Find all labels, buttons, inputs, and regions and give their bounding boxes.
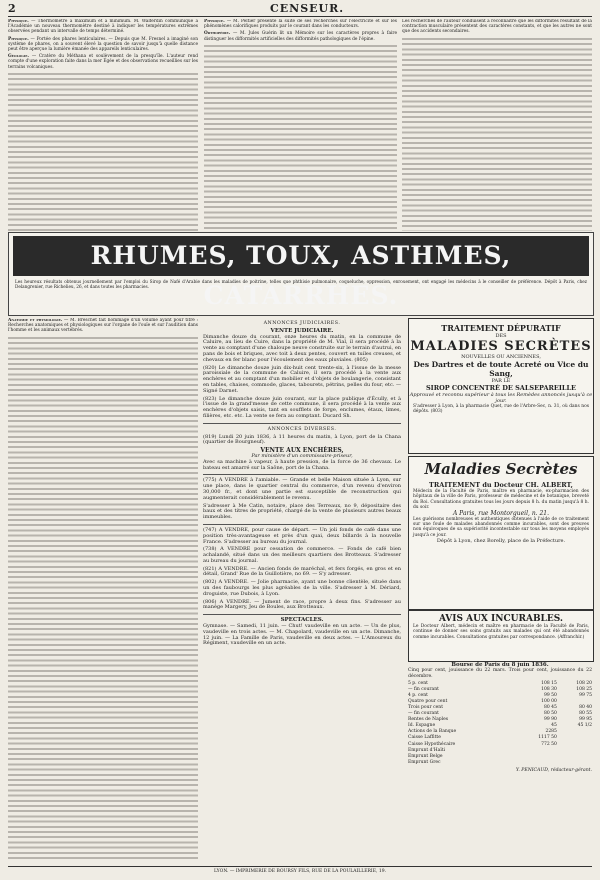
bourse-cell-v2: 108 20: [576, 680, 592, 686]
section-text: — M. Breschet fait hommage d'un volume ayant pour titre : Recherches anatomiques et physiologiques sur l'organe de l'ouïe et sur l'audition dans l'homme et les animaux vertébrés.: [8, 318, 198, 334]
vente-encheres-subtitle: Par ministère d'un commissaire-priseur,: [251, 452, 353, 459]
bourse-cell-label: Actions de la Banque: [408, 729, 457, 735]
bourse-intro: Cinq pour cent, jouissance du 22 mars. Trois pour cent, jouissance du 22 décembre.: [408, 668, 592, 680]
bourse-cell-v1: 80 45: [544, 704, 557, 710]
ad-contact: S'adresser à Lyon, à la pharmacie Quet, rue de l'Arbre-Sec, n. 31, où dans nos dépôts. (803): [413, 404, 589, 415]
bourse-cell-v1: 1117 50: [538, 735, 557, 741]
ad-text: Les guérisons nombreuses et authentiques obtenues à l'aide de ce traitement sur une foule de malades abandonnés comme incurables, sont des preuves non équivoques de sa supériorité incontestable sur tous les moyens employés jusqu'à ce jour.: [413, 516, 589, 538]
bourse-cell-v1: 99 90: [544, 717, 557, 723]
bourse-cell-v1: 100 00: [541, 698, 557, 704]
bourse-row: [408, 760, 592, 766]
ad-line: NOUVELLES OU ANCIENNES,: [461, 354, 541, 360]
article-column-1: [8, 19, 198, 231]
ad-line: Approuvé et reconnu supérieur à tous les Remèdes annoncés jusqu'à ce jour.: [409, 392, 593, 404]
announcement-item: Dimanche douze du courant, onze heures du matin, en la commune de Caluire, au lieu de Cuire, dans la propriété de M. Vial, il sera procédé à la vente au comptant d'une chaloupe neuve construite sur le terrain d'autrui, en pans de bois et briques, avec toit à deux pentes, couvert en tuiles creuses, et chevaux en fer blanc pour l'écoulement des eaux pluviales. (805): [203, 333, 401, 363]
bourse-cell-label: 4 p. cent: [408, 692, 428, 698]
bourse-cell-v1: 772 50: [541, 741, 557, 747]
announcement-item: (821) A VENDRE. — Ancien fonds de maréchal, et fers forgés, en gros et en détail, Grand' Rue de la Guillotière, no 69. — S'y adresser.: [203, 565, 401, 578]
bourse-cell-label: Caisse Laffitte: [408, 735, 441, 741]
page-header: [8, 2, 592, 17]
divider: [203, 474, 401, 475]
announcement-item: (820) Le dimanche douze juin dix-huit cent trente-six, à l'issue de la messe paroissiale de la commune de Caluire, il sera procédé à la vente aux enchères et au comptant d'un mobilier et d'objets de boulangerie, consistant en tables, chaises, commode, glaces, tabourets, pétrins, pelles du four, etc. — Signé Darnet.: [203, 364, 401, 394]
bourse-cell-label: Caisse Hypothécaire: [408, 741, 456, 747]
rhumes-banner-ad: [8, 232, 594, 316]
bourse-cell-label: 5 p. cent: [408, 680, 428, 686]
bourse-cell-v2: [557, 760, 592, 766]
section-title: Géologie.: [8, 54, 30, 60]
vente-encheres-title: VENTE AUX ENCHÈRES,: [260, 447, 344, 455]
section-text: Les recherches de l'auteur conduisent à reconnaître que les difformités résultant de la contraction musculaire présentent des caractères constants, et que les autres ne sont que des accidents secondaires.: [402, 19, 592, 35]
section-text: — Cratère du Méthana et soulèvement de la presqu'île. L'auteur rend compte d'une exploration faite dans la mer Égée et des observations recueillies sur les terrains volcaniques.: [8, 54, 198, 70]
page-number: 2: [8, 2, 16, 15]
announcement-item: (819) Lundi 20 juin 1836, à 11 heures du matin, à Lyon, port de la Chana (quartier de Bourgneuf).: [203, 433, 401, 446]
ad-sub: TRAITEMENT du Docteur CH. ALBERT,: [429, 481, 573, 489]
section-text: — Thermomètre à maximum et à minimum. M. Walferdin communique à l'Académie un nouveau thermomètre destiné à indiquer les températures extrêmes observées pendant un intervalle de temps déterminé.: [8, 19, 198, 35]
article-column-3: [402, 19, 592, 231]
banner-title: RHUMES, TOUX, ASTHMES, CATARRHES.: [13, 236, 589, 276]
section-title: Anatomie et physiologie.: [8, 318, 63, 323]
bourse-cell-v2: 45 1/2: [577, 723, 592, 729]
bourse-cell-v1: 80 50: [544, 711, 557, 717]
bourse-cell-label: Emprunt Belge: [408, 753, 443, 759]
article-column-left-long: [8, 318, 198, 862]
section-text: — M. Peltier présente la suite de ses recherches sur l'électricité et sur les phénomènes calorifiques produits par le courant dans les conducteurs.: [204, 19, 397, 30]
avis-incurables-ad: [408, 610, 594, 662]
bourse-table: [408, 681, 592, 766]
bourse-cell-v2: 99 95: [579, 717, 592, 723]
annonces-judiciaires-heading: ANNONCES JUDICIAIRES.: [263, 321, 341, 326]
banner-text: Les heureux résultats obtenus journellement par l'emploi du Sirop de Nafé d'Arabie dans les maladies de poitrine, telles que phthisie pulmonaire, coqueluche, oppression, enrouement, ont engagé les médecins à le conseiller de préférence. Dépôt à Paris, chez Delangrenier, rue Richelieu, 26, et dans toutes les pharmacies.: [15, 279, 587, 289]
announcement-item: (823) Le dimanche douze juin courant, sur la place publique d'Écully, et à l'issue de la grand'messe de cette commune, il sera procédé à la vente aux enchères d'objets saisis, tant en soufflets de forge, enclumes, étaux, limes, filières, etc. etc. La vente se fera au comptant. Ducard Sh.: [203, 395, 401, 419]
bourse-title: Bourse de Paris du 8 juin 1836.: [451, 662, 549, 668]
bourse-cell-v2: 99 75: [579, 692, 592, 698]
divider: [203, 524, 401, 525]
bourse-cell-v2: 80 55: [579, 711, 592, 717]
text-filler: [8, 336, 198, 862]
ad-text: Médecin de la Faculté de Paris, maître en pharmacie, ex-pharmacien des hôpitaux de la ville de Paris, professeur de médecine et de botanique, breveté du Roi. Consultations gratuites tous les jours depuis 8 h. du matin jusqu'à 8 h. du soir.: [413, 489, 589, 511]
ad-title: MALADIES SECRÈTES: [410, 339, 592, 354]
ad-address: A Paris, rue Montorgueil, n. 21.: [452, 509, 550, 517]
section-title: Physique.: [8, 36, 29, 42]
vente-judiciaire-title: VENTE JUDICIAIRE.: [270, 327, 334, 334]
journal-title: CENSEUR.: [270, 2, 345, 15]
announcement-item: (747) A VENDRE, pour cause de départ. — Un joli fonds de café dans une position très-avantageuse et près d'un quai, deux billards à la nouvelle France. S'adresser au bureau du journal.: [203, 526, 401, 545]
announcement-item: Avec sa machine à vapeur, à haute pression, de la force de 36 chevaux. Le bateau est amarré sur la Saône, port de la Chana.: [203, 458, 401, 471]
bourse-cell-v1: 99 50: [544, 692, 557, 698]
section-title: Physique.: [8, 19, 29, 24]
traitement-depuratif-ad: [408, 318, 594, 454]
annonces-diverses-heading: ANNONCES DIVERSES.: [267, 426, 337, 432]
announcement-item: (802) A VENDRE. — Jolie pharmacie, ayant une bonne clientèle, située dans un des faubourgs les plus agréables de la ville. S'adresser à M. Dériard, droguiste, rue Dubois, à Lyon.: [203, 579, 401, 597]
signature: Y. PENICAUD, rédacteur-gérant.: [515, 767, 592, 773]
bourse-cell-v1: 45: [551, 723, 557, 729]
bourse-cell-label: Emprunt Grec: [408, 759, 441, 765]
bourse-cell-v1: 2285: [545, 729, 557, 735]
ad-line: SIROP CONCENTRÉ DE SALSEPAREILLE: [425, 384, 576, 392]
section-title: Orthopédie.: [204, 31, 231, 37]
ad-text: Le Docteur Albert, médecin et maître en pharmacie de la Faculté de Paris, continue de donner ses soins gratuits aux malades qui ont été abandonnés comme incurables. Consultations gratuites par correspondance. (Affranchir.): [413, 624, 589, 640]
bourse-cell-label: — fin courant: [408, 711, 439, 717]
bourse-cell-v1: 108 15: [541, 680, 557, 686]
announcement-item: (775) A VENDRE à l'amiable. — Grande et belle Maison située à Lyon, sur une place, dans le quartier central du commerce, d'un revenu d'environ 30,000 fr., et dont une partie est susceptible de reconstruction qui augmenterait considérablement le revenu.: [203, 477, 401, 501]
announcements-column: [203, 318, 401, 862]
ad-sub: DES: [495, 333, 507, 339]
announcement-item: S'adresser à Me Catin, notaire, place des Terreaux, no 9, dépositaire des baux et des titres de propriété, chargé de la vente de plusieurs autres beaux immeubles.: [203, 502, 401, 521]
bourse-cell-v2: 80 40: [579, 704, 592, 710]
bourse-cell-v1: 108 30: [541, 686, 557, 692]
text-filler: [402, 37, 592, 231]
text-filler: [204, 44, 397, 231]
bourse-cell-v1: [515, 760, 556, 766]
ad-line: PAR LE: [491, 378, 511, 384]
bourse-cell-label: Trois pour cent: [408, 704, 444, 710]
bourse-section: [408, 662, 592, 852]
bourse-cell-label: Quatre pour cent: [408, 698, 448, 704]
bourse-cell-v2: 108 25: [576, 686, 592, 692]
bourse-cell-label: Rentes de Naples: [408, 717, 449, 723]
spectacles-text: Gymnase. — Samedi, 11 juin. — Chut! vaudeville en un acte. — Un de plus, vaudeville en trois actes. — M. Chapolard, vaudeville en un acte. Dimanche, 12 juin. — La Famille de Paris, vaudeville en deux actes. — L'Amoureux du Régiment, vaudeville en un acte.: [203, 623, 401, 647]
divider: [203, 423, 401, 424]
section-text: — M. Jules Guérin lit un Mémoire sur les caractères propres à faire distinguer les difformités artificielles des difformités pathologiques de l'épine.: [204, 31, 397, 42]
spectacles-title: SPECTACLES.: [280, 617, 324, 624]
announcement-item: (738) A VENDRE pour cessation de commerce. — Fonds de café bien achalandé, situé dans un des meilleurs quartiers des Brotteaux. S'adresser au bureau du journal.: [203, 546, 401, 564]
text-filler: [8, 72, 198, 231]
ad-depot: Dépôt à Lyon, chez Borelly, place de la Préfecture.: [436, 538, 566, 545]
section-text: — Portée des phares lenticulaires. — Depuis que M. Fresnel a imaginé son système de phares, on a souvent élevé la question de savoir jusqu'à quelle distance peut être aperçue la lumière émanée des appareils lenticulaires.: [8, 36, 198, 53]
ad-title: AVIS AUX INCURABLES.: [438, 614, 564, 624]
bourse-cell-label: — fin courant: [408, 686, 439, 692]
maladies-secretes-ad: [408, 456, 594, 610]
ad-line: Des Dartres et de toute Acreté ou Vice du Sang,: [413, 360, 589, 378]
bourse-cell-label: Id. Espagne: [408, 723, 436, 729]
divider: [203, 614, 401, 615]
ad-title: Maladies Secrètes: [424, 460, 578, 478]
article-column-2: [204, 19, 397, 231]
ad-heading: TRAITEMENT DÉPURATIF: [441, 323, 561, 333]
announcement-item: (806) A VENDRE. — Jument de race, propre à deux fins. S'adresser au manège Margery, Jeu de Boules, aux Brotteaux.: [203, 598, 401, 611]
printer-footer: LYON. — IMPRIMERIE DE BOURSY FILS, RUE DE LA POULAILLERIE, 19.: [8, 866, 592, 874]
section-title: Physique.: [204, 19, 225, 24]
bourse-cell-label: Emprunt d'Haïti: [408, 747, 446, 753]
